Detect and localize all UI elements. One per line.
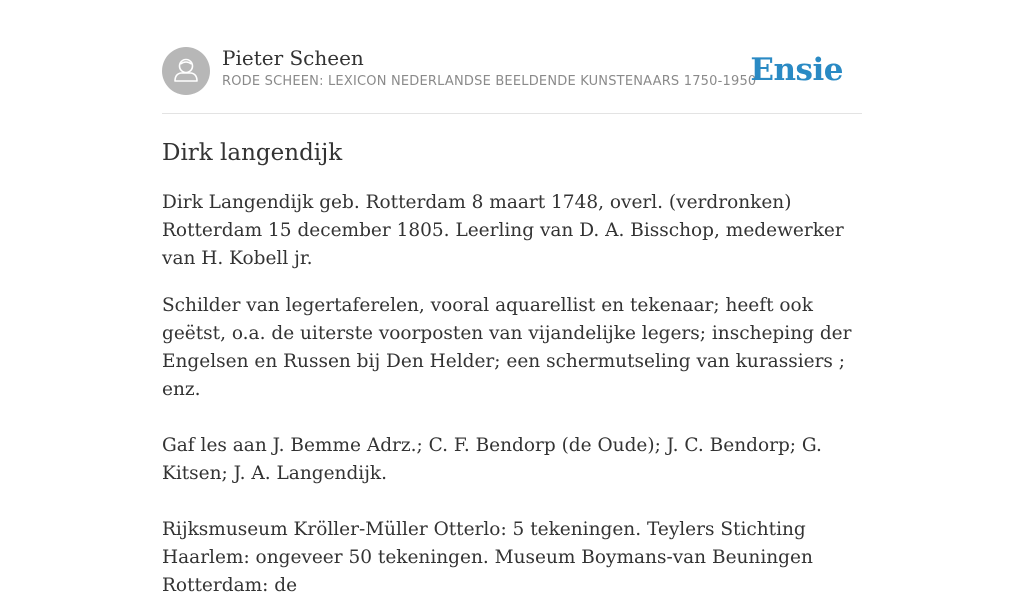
author-name[interactable]: Pieter Scheen — [222, 46, 364, 70]
paragraph-collections: Rijksmuseum Kröller-Müller Otterlo: 5 tekeningen. Teylers Stichting Haarlem: ongeveer 50 tekeningen. Museum Boymans-van Beuningen Rotterdam: de — [162, 519, 813, 596]
paragraph-work: Schilder van legertaferelen, vooral aquarellist en tekenaar; heeft ook geëtst, o.a. de uiterste voorposten van vijandelijke legers; inscheping der Engelsen en Russen bij Den Helder; een schermutseling van kurassiers ; enz. — [162, 295, 852, 400]
paragraph-students: Gaf les aan J. Bemme Adrz.; C. F. Bendorp (de Oude); J. C. Bendorp; G. Kitsen; J. A. Langendijk. — [162, 435, 822, 484]
user-avatar-icon — [162, 47, 210, 95]
paragraph-biography: Dirk Langendijk geb. Rotterdam 8 maart 1748, overl. (verdronken) Rotterdam 15 december 1805. Leerling van D. A. Bisschop, medewerker van H. Kobell jr. — [162, 192, 844, 269]
brand-logo[interactable]: Ensie — [750, 52, 843, 88]
source-publication[interactable]: RODE SCHEEN: LEXICON NEDERLANDSE BEELDENDE KUNSTENAARS 1750-1950 — [222, 74, 757, 89]
article-title: Dirk langendijk — [162, 140, 343, 166]
article-body — [162, 189, 862, 600]
author-avatar[interactable] — [162, 47, 210, 95]
article-header — [162, 46, 862, 114]
